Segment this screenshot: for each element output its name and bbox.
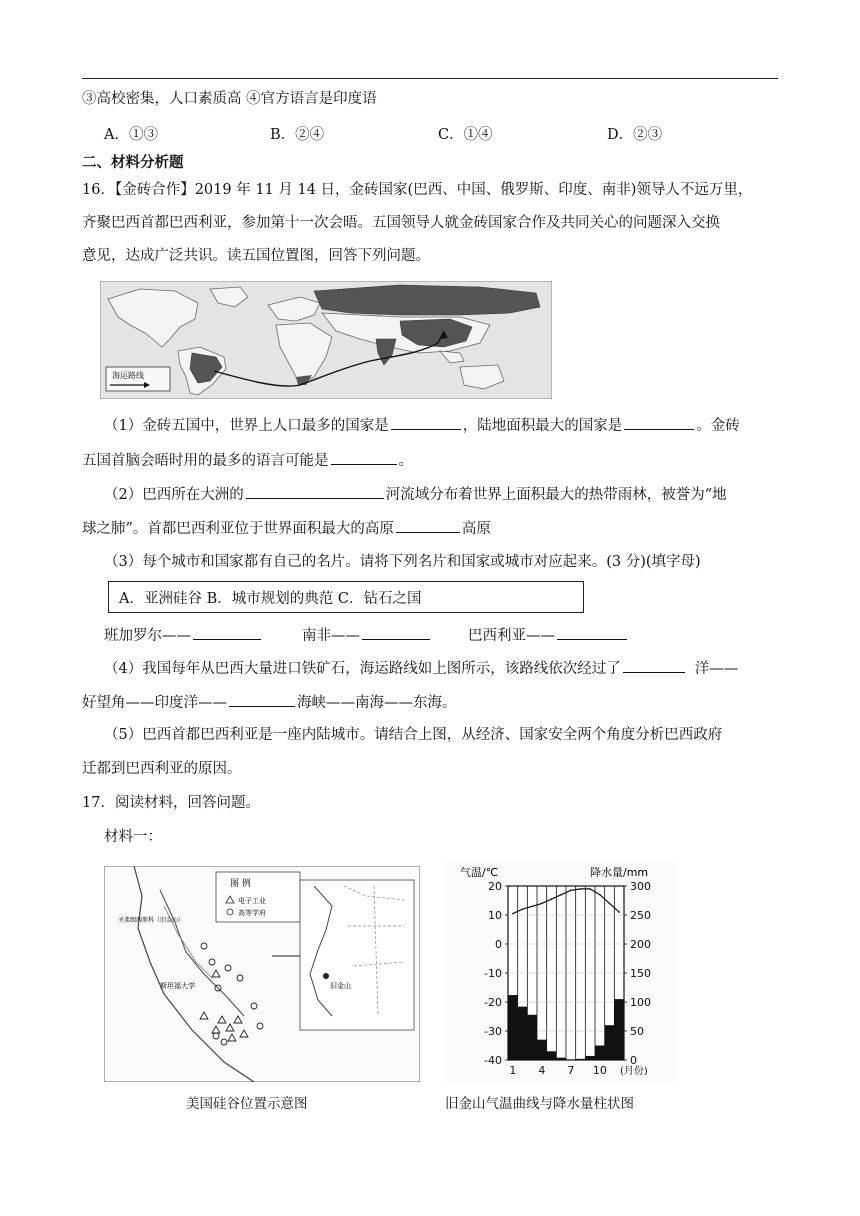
temp-point-11: [609, 903, 611, 905]
x-tick-label: 10: [592, 1064, 607, 1077]
precip-bar-7: [566, 1059, 576, 1060]
q16-p1-text-d: 五国首脑会晤时用的最多的语言可能是: [82, 453, 329, 469]
precip-bar-12: [614, 999, 624, 1060]
q16-stem-3: 意见，达成广泛共识。读五国位置图，回答下列问题。: [82, 248, 430, 264]
answer-blank-strait[interactable]: [229, 692, 295, 707]
q16-part4-line2: [82, 692, 782, 713]
legend-electronics: 电子工业: [238, 897, 266, 905]
temp-point-10: [599, 894, 601, 896]
q16-p1-text-b: ，陆地面积最大的国家是: [462, 418, 623, 434]
precip-bar-3: [527, 1015, 537, 1060]
q16-p1-text-e: 。: [398, 453, 413, 469]
match-south-africa-label: 南非——: [302, 628, 360, 644]
right-tick-label: 150: [630, 967, 651, 980]
q16-part4-line1: [104, 658, 804, 679]
precip-bar-4: [537, 1040, 547, 1060]
map-label-stanford: 斯坦福大学: [160, 982, 195, 990]
answer-blank-brasilia[interactable]: [557, 625, 627, 640]
precip-bar-8: [576, 1059, 586, 1060]
q15-option-line: ③高校密集，人口素质高 ④官方语言是印度语: [82, 91, 377, 107]
temp-point-4: [541, 903, 543, 905]
right-tick-label: 250: [630, 909, 651, 922]
temp-point-2: [522, 908, 524, 910]
answer-blank-river[interactable]: [246, 484, 384, 499]
left-tick-label: 10: [488, 909, 502, 922]
match-bangalore-label: 班加罗尔——: [104, 628, 191, 644]
q16-p4-text-a: （4）我国每年从巴西大量进口铁矿石，海运路线如上图所示，该路线依次经过了: [104, 661, 621, 677]
left-tick-label: 20: [488, 880, 502, 893]
silicon-valley-caption: 美国硅谷位置示意图: [186, 1096, 308, 1112]
q16-part1-line2: [82, 450, 782, 471]
map-label-sf-small: 圣弗朗西斯科（旧金山）: [118, 917, 185, 924]
precip-bar-11: [605, 1025, 615, 1060]
answer-blank-plateau[interactable]: [396, 518, 460, 533]
q16-p1-text-a: （1）金砖五国中，世界上人口最多的国家是: [104, 418, 389, 434]
x-tick-label: 4: [538, 1064, 546, 1077]
section-title: 二、材料分析题: [82, 155, 184, 171]
match-brasilia-label: 巴西利亚——: [468, 628, 555, 644]
x-axis-label: (月份): [620, 1066, 648, 1077]
precip-bar-9: [585, 1056, 595, 1060]
q15-option-c[interactable]: C．①④: [438, 127, 493, 143]
left-tick-label: -20: [484, 996, 502, 1009]
temp-point-1: [512, 913, 514, 915]
temp-point-9: [589, 888, 591, 890]
q16-p2-text-a: （2）巴西所在大洲的: [104, 487, 244, 503]
q16-part3: （3）每个城市和国家都有自己的名片。请将下列名片和国家或城市对应起来。(3 分)(填字母): [104, 554, 701, 570]
answer-blank-language[interactable]: [331, 450, 397, 465]
q15-option-b[interactable]: B．②④: [270, 127, 325, 143]
match-brasilia: [468, 624, 629, 645]
q16-p2-text-b: 河流域分布着世界上面积最大的热带雨林，被誉为“地: [385, 487, 727, 503]
x-tick-label: 7: [567, 1064, 575, 1077]
right-tick-label: 200: [630, 938, 651, 951]
q16-part5-line1: （5）巴西首都巴西利亚是一座内陆城市。请结合上图，从经济、国家安全两个角度分析巴西政府: [104, 727, 723, 743]
name-card-box: [108, 581, 584, 613]
precip-bar-5: [547, 1051, 557, 1060]
q16-p2-text-c: 球之肺”。首都巴西利亚位于世界面积最大的高原: [82, 521, 394, 537]
chart-ylabel-left: 气温/℃: [460, 866, 499, 879]
right-tick-label: 100: [630, 996, 651, 1009]
q16-p1-text-c: 。金砖: [696, 418, 740, 434]
right-tick-label: 300: [630, 880, 651, 893]
answer-blank-largest-area[interactable]: [624, 415, 694, 430]
left-tick-label: 0: [495, 938, 502, 951]
q16-p4-text-c: 好望角——印度洋——: [82, 695, 227, 711]
name-card-options: A．亚洲硅谷 B．城市规划的典范 C．钻石之国: [119, 591, 422, 607]
precip-bar-6: [556, 1058, 566, 1060]
left-tick-label: -10: [484, 967, 502, 980]
answer-blank-ocean[interactable]: [623, 658, 685, 673]
right-tick-label: 0: [630, 1054, 637, 1067]
legend-university: 高等学府: [238, 909, 266, 917]
precip-bar-10: [595, 1046, 605, 1061]
temp-point-8: [580, 888, 582, 890]
map-legend-route: 海运路线: [112, 371, 144, 380]
silicon-valley-map: [104, 866, 420, 1082]
precip-bar-2: [518, 1007, 528, 1060]
temp-point-3: [531, 906, 533, 908]
q17-material-label: 材料一：: [104, 829, 162, 845]
chart-ylabel-right: 降水量/mm: [590, 866, 649, 879]
precip-bar-1: [508, 995, 518, 1060]
q16-p2-text-d: 高原: [461, 521, 491, 537]
header-rule: [82, 78, 778, 79]
temp-point-12: [618, 911, 620, 913]
q16-p4-text-b: 洋——: [694, 661, 739, 677]
temp-point-5: [551, 898, 553, 900]
q16-p4-text-d: 海峡——南海——东海。: [297, 695, 457, 711]
q16-stem-2: 齐聚巴西首都巴西利亚，参加第十一次会晤。五国领导人就金砖国家合作及共同关心的问题深入交换: [82, 215, 720, 231]
x-tick-label: 1: [509, 1064, 517, 1077]
climate-chart-caption: 旧金山气温曲线与降水量柱状图: [445, 1096, 634, 1112]
q16-part1-line1: [104, 415, 804, 436]
temp-point-6: [560, 894, 562, 896]
right-tick-label: 50: [630, 1025, 644, 1038]
answer-blank-bangalore[interactable]: [193, 625, 261, 640]
answer-blank-south-africa[interactable]: [362, 625, 430, 640]
match-bangalore: [104, 624, 263, 645]
q16-stem-1: 16．【金砖合作】2019 年 11 月 14 日，金砖国家(巴西、中国、俄罗斯、印度、南非)领导人不远万里，: [82, 182, 753, 198]
inset-label-sf: 旧金山: [330, 982, 351, 990]
q15-option-d[interactable]: D．②③: [607, 127, 663, 143]
temp-point-7: [570, 890, 572, 892]
climate-chart: [446, 860, 676, 1084]
q15-option-a[interactable]: A．①③: [104, 127, 158, 143]
legend-title: 图 例: [230, 879, 251, 889]
q16-part5-line2: 迁都到巴西利亚的原因。: [82, 761, 242, 777]
q17-stem: 17．阅读材料，回答问题。: [82, 795, 260, 811]
left-tick-label: -30: [484, 1025, 502, 1038]
q16-part2-line1: [104, 484, 804, 505]
answer-blank-most-populous[interactable]: [391, 415, 461, 430]
q16-part2-line2: [82, 518, 782, 539]
match-south-africa: [302, 624, 432, 645]
left-tick-label: -40: [484, 1054, 502, 1067]
brics-world-map: [100, 281, 552, 399]
